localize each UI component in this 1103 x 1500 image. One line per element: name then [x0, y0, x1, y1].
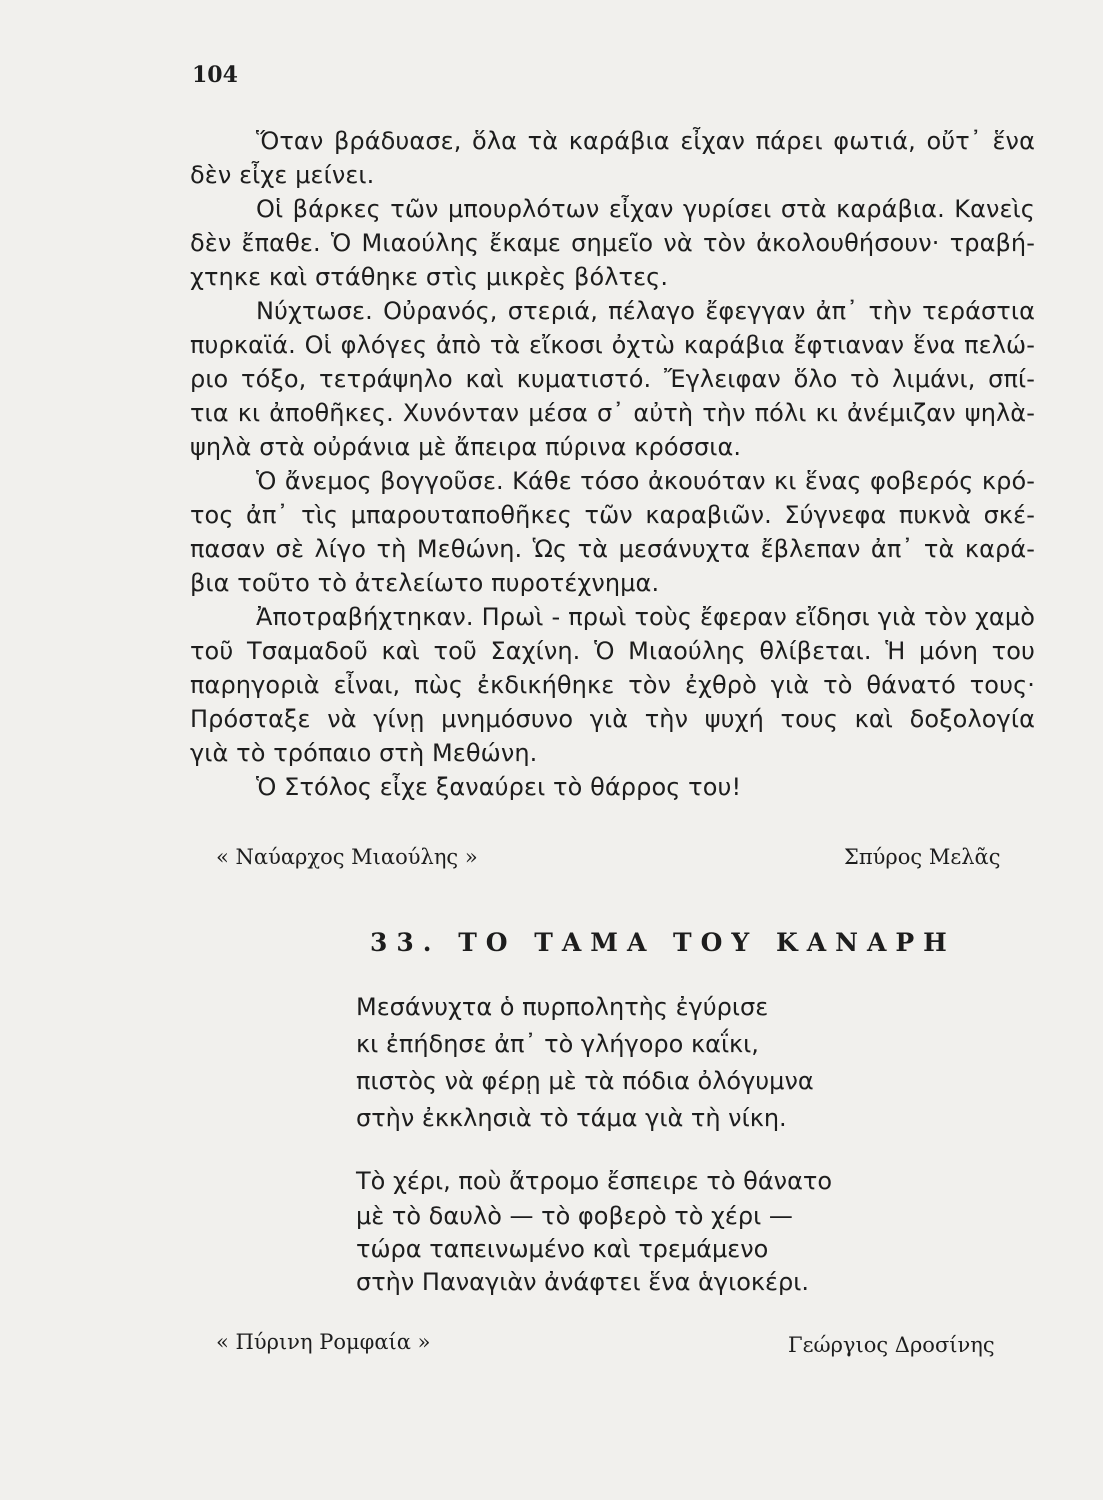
poem-line: στὴν Παναγιὰν ἀνάφτει ἕνα ἁγιοκέρι.: [356, 1268, 809, 1296]
prose-line: τοῦ Τσαμαδοῦ καὶ τοῦ Σαχίνη. Ὁ Μιαούλης θλίβεται. Ἡ μόνη του: [190, 637, 1035, 665]
source-work-title: « Πύρινη Ρομφαία »: [216, 1330, 431, 1354]
source-author: Σπύρος Μελᾶς: [844, 845, 1001, 869]
prose-line: Πρόσταξε νὰ γίνῃ μνημόσυνο γιὰ τὴν ψυχή τους καὶ δοξολογία: [190, 705, 1035, 733]
page-number: 104: [192, 62, 238, 88]
prose-line: πυρκαϊά. Οἱ φλόγες ἀπὸ τὰ εἴκοσι ὀχτὼ καράβια ἔφτιαναν ἕνα πελώ-: [190, 331, 1035, 359]
poem-line: πιστὸς νὰ φέρῃ μὲ τὰ πόδια ὀλόγυμνα: [356, 1067, 814, 1095]
prose-line: Νύχτωσε. Οὐρανός, στεριά, πέλαγο ἔφεγγαν ἀπ᾽ τὴν τεράστια: [256, 297, 1035, 325]
poem-line: στὴν ἐκκλησιὰ τὸ τάμα γιὰ τὴ νίκη.: [356, 1104, 787, 1132]
prose-line: παρηγοριὰ εἶναι, πὼς ἐκδικήθηκε τὸν ἐχθρὸ γιὰ τὸ θάνατό τους·: [190, 671, 1035, 699]
source-author: Γεώργιος Δροσίνης: [788, 1333, 995, 1357]
prose-line: πασαν σὲ λίγο τὴ Μεθώνη. Ὡς τὰ μεσάνυχτα ἔβλεπαν ἀπ᾽ τὰ καρά-: [190, 535, 1035, 563]
poem-line: Μεσάνυχτα ὁ πυρπολητὴς ἐγύρισε: [356, 993, 769, 1021]
prose-line: Ὁ ἄνεμος βογγοῦσε. Κάθε τόσο ἀκουόταν κι ἕνας φοβερός κρό-: [256, 467, 1035, 495]
prose-line: χτηκε καὶ στάθηκε στὶς μικρὲς βόλτες.: [190, 263, 669, 291]
prose-line: τια κι ἀποθῆκες. Χυνόνταν μέσα σ᾽ αὐτὴ τὴν πόλι κι ἀνέμιζαν ψηλὰ-: [190, 399, 1035, 427]
poem-line: Τὸ χέρι, ποὺ ἄτρομο ἔσπειρε τὸ θάνατο: [356, 1167, 833, 1195]
section-title: 33. ΤΟ ΤΑΜΑ ΤΟΥ ΚΑΝΑΡΗ: [370, 928, 956, 957]
prose-line: ριο τόξο, τετράψηλο καὶ κυματιστό. Ἔγλειφαν ὅλο τὸ λιμάνι, σπί-: [190, 365, 1035, 393]
prose-line: γιὰ τὸ τρόπαιο στὴ Μεθώνη.: [190, 739, 538, 767]
poem-line: κι ἐπήδησε ἀπ᾽ τὸ γλήγορο καΐκι,: [356, 1030, 759, 1058]
prose-line: δὲν ἔπαθε. Ὁ Μιαούλης ἔκαμε σημεῖο νὰ τὸν ἀκολουθήσουν· τραβή-: [190, 229, 1035, 257]
poem-line: μὲ τὸ δαυλὸ — τὸ φοβερὸ τὸ χέρι —: [356, 1202, 793, 1230]
prose-line: τος ἀπ᾽ τὶς μπαρουταποθῆκες τῶν καραβιῶν. Σύγνεφα πυκνὰ σκέ-: [190, 501, 1035, 529]
prose-line: Ἀποτραβήχτηκαν. Πρωὶ - πρωὶ τοὺς ἔφεραν εἴδησι γιὰ τὸν χαμὸ: [256, 603, 1035, 631]
source-work-title: « Ναύαρχος Μιαούλης »: [216, 845, 478, 869]
prose-line: ψηλὰ στὰ οὐράνια μὲ ἄπειρα πύρινα κρόσσια.: [190, 433, 742, 461]
prose-line: Οἱ βάρκες τῶν μπουρλότων εἶχαν γυρίσει στὰ καράβια. Κανεὶς: [256, 195, 1035, 223]
prose-line: δὲν εἶχε μείνει.: [190, 161, 375, 189]
prose-line: βια τοῦτο τὸ ἀτελείωτο πυροτέχνημα.: [190, 569, 660, 597]
prose-line: Ὅταν βράδυασε, ὅλα τὰ καράβια εἶχαν πάρει φωτιά, οὔτ᾽ ἕνα: [256, 127, 1035, 155]
poem-line: τώρα ταπεινωμένο καὶ τρεμάμενο: [356, 1235, 769, 1263]
prose-line: Ὁ Στόλος εἶχε ξαναύρει τὸ θάρρος του!: [256, 773, 742, 801]
